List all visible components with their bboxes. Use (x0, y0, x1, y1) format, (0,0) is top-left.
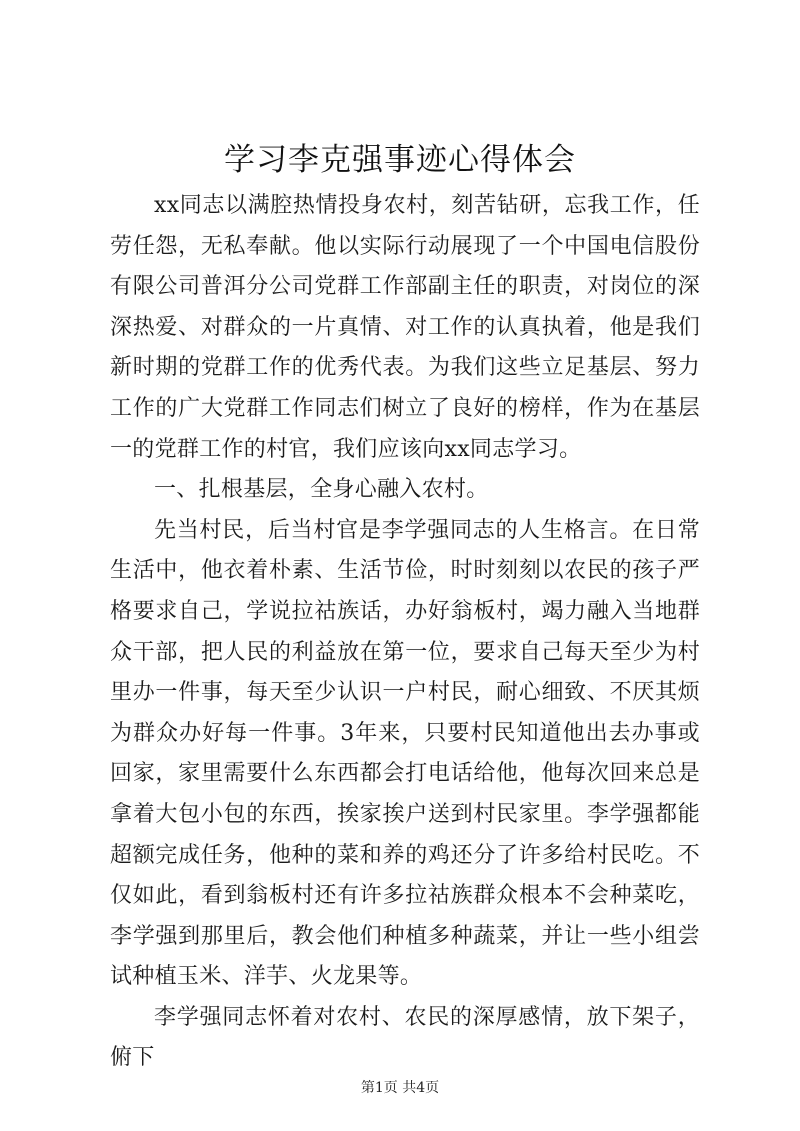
section-heading-1: 一、扎根基层，全身心融入农村。 (154, 477, 489, 503)
paragraph-section-1: 先当村民，后当村官是李学强同志的人生格言。在日常生活中，他衣着朴素、生活节俭，时时刻刻以农民的孩子严格要求自己，学说拉祜族话，办好翁板村，竭力融入当地群众干部，把人民的利益放在第一位，要求自己每天至少为村里办一件事，每天至少认识一户村民，耐心细致、不厌其烦为群众办好每一件事。3年来，只要村民知道他出去办事或回家，家里需要什么东西都会打电话给他，他每次回来总是拿着大包小包的东西，挨家挨户送到村民家里。李学强都能超额完成任务，他种的菜和养的鸡还分了许多给村民吃。不仅如此，看到翁板村还有许多拉祜族群众根本不会种菜吃，李学强到那里后，教会他们种植多种蔬菜，并让一些小组尝试种植玉米、洋芋、火龙果等。 (110, 517, 700, 990)
paragraph-intro: xx同志以满腔热情投身农村，刻苦钻研，忘我工作，任劳任怨，无私奉献。他以实际行动展现了一个中国电信股份有限公司普洱分公司党群工作部副主任的职责，对岗位的深深热爱、对群众的一片真情、对工作的认真执着，他是我们新时期的党群工作的优秀代表。为我们这些立足基层、努力工作的广大党群工作同志们树立了良好的榜样，作为在基层一的党群工作的村官，我们应该向xx同志学习。 (110, 193, 700, 462)
document-body (110, 186, 700, 1079)
paragraph-continued: 李学强同志怀着对农村、农民的深厚感情，放下架子，俯下 (110, 1004, 700, 1071)
page-number-footer: 第1页 共4页 (360, 1080, 440, 1096)
document-title: 学习李克强事迹心得体会 (224, 142, 576, 178)
